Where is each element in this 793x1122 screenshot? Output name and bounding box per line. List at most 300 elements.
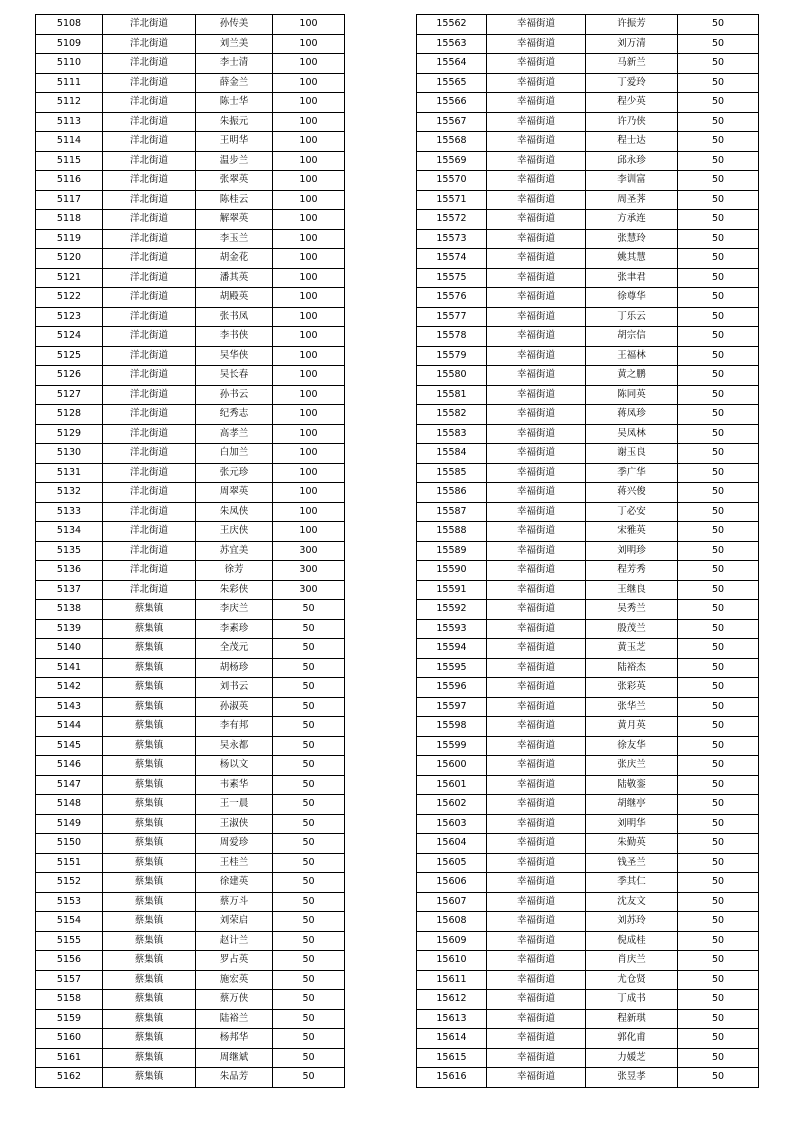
cell-id: 5146 <box>36 756 103 776</box>
cell-id: 15609 <box>417 931 487 951</box>
cell-id: 5141 <box>36 658 103 678</box>
cell-area: 洋北街道 <box>103 327 196 347</box>
cell-name: 蔡万侠 <box>196 990 273 1010</box>
cell-area: 幸福街道 <box>487 502 586 522</box>
cell-name: 薛金兰 <box>196 73 273 93</box>
cell-area: 洋北街道 <box>103 112 196 132</box>
cell-id: 5140 <box>36 639 103 659</box>
cell-id: 15616 <box>417 1068 487 1088</box>
cell-name: 胡殿英 <box>196 288 273 308</box>
table-row <box>417 327 759 347</box>
cell-name: 朱凤侠 <box>196 502 273 522</box>
table-row <box>36 522 345 542</box>
cell-id: 15566 <box>417 93 487 113</box>
table-row <box>36 541 345 561</box>
cell-id: 5149 <box>36 814 103 834</box>
cell-name: 苏宜美 <box>196 541 273 561</box>
cell-area: 幸福街道 <box>487 424 586 444</box>
cell-name: 程新琪 <box>586 1009 678 1029</box>
cell-name: 马新兰 <box>586 54 678 74</box>
cell-name: 季其仁 <box>586 873 678 893</box>
cell-amount: 50 <box>678 346 759 366</box>
cell-id: 15600 <box>417 756 487 776</box>
cell-name: 朱振元 <box>196 112 273 132</box>
cell-amount: 100 <box>273 15 345 35</box>
cell-name: 吴长春 <box>196 366 273 386</box>
table-row <box>36 853 345 873</box>
table-row <box>417 795 759 815</box>
cell-area: 洋北街道 <box>103 424 196 444</box>
table-row <box>36 190 345 210</box>
cell-amount: 100 <box>273 229 345 249</box>
cell-amount: 50 <box>678 931 759 951</box>
cell-id: 5134 <box>36 522 103 542</box>
cell-area: 幸福街道 <box>487 561 586 581</box>
table-row <box>417 288 759 308</box>
cell-name: 陆敬銮 <box>586 775 678 795</box>
cell-id: 15564 <box>417 54 487 74</box>
table-row <box>417 580 759 600</box>
cell-amount: 50 <box>273 990 345 1010</box>
table-row <box>36 210 345 230</box>
table-row <box>36 600 345 620</box>
cell-area: 幸福街道 <box>487 54 586 74</box>
cell-name: 杨邦华 <box>196 1029 273 1049</box>
cell-amount: 50 <box>273 600 345 620</box>
cell-amount: 100 <box>273 249 345 269</box>
cell-name: 丁爱玲 <box>586 73 678 93</box>
cell-id: 5129 <box>36 424 103 444</box>
table-row <box>417 931 759 951</box>
cell-id: 15606 <box>417 873 487 893</box>
cell-amount: 100 <box>273 132 345 152</box>
cell-id: 15565 <box>417 73 487 93</box>
cell-area: 幸福街道 <box>487 346 586 366</box>
cell-id: 15594 <box>417 639 487 659</box>
cell-area: 洋北街道 <box>103 483 196 503</box>
cell-amount: 50 <box>273 619 345 639</box>
cell-id: 15578 <box>417 327 487 347</box>
cell-amount: 50 <box>678 424 759 444</box>
cell-area: 蔡集镇 <box>103 775 196 795</box>
cell-area: 幸福街道 <box>487 541 586 561</box>
cell-amount: 50 <box>678 678 759 698</box>
cell-area: 幸福街道 <box>487 639 586 659</box>
cell-id: 15598 <box>417 717 487 737</box>
cell-name: 陈同英 <box>586 385 678 405</box>
cell-amount: 100 <box>273 463 345 483</box>
table-row <box>417 15 759 35</box>
cell-amount: 50 <box>273 912 345 932</box>
cell-area: 幸福街道 <box>487 73 586 93</box>
cell-area: 洋北街道 <box>103 54 196 74</box>
table-row <box>36 892 345 912</box>
table-row <box>417 951 759 971</box>
cell-area: 洋北街道 <box>103 385 196 405</box>
cell-id: 5113 <box>36 112 103 132</box>
cell-area: 幸福街道 <box>487 307 586 327</box>
table-row <box>36 132 345 152</box>
cell-id: 15599 <box>417 736 487 756</box>
cell-amount: 50 <box>273 756 345 776</box>
cell-area: 洋北街道 <box>103 561 196 581</box>
cell-id: 15603 <box>417 814 487 834</box>
cell-name: 刘明华 <box>586 814 678 834</box>
table-row <box>417 912 759 932</box>
table-row <box>417 834 759 854</box>
cell-area: 洋北街道 <box>103 288 196 308</box>
cell-area: 蔡集镇 <box>103 853 196 873</box>
cell-amount: 50 <box>678 834 759 854</box>
table-row <box>36 385 345 405</box>
cell-name: 季广华 <box>586 463 678 483</box>
table-row <box>417 736 759 756</box>
cell-id: 15601 <box>417 775 487 795</box>
cell-name: 陈桂云 <box>196 190 273 210</box>
table-row <box>36 327 345 347</box>
cell-id: 15562 <box>417 15 487 35</box>
cell-area: 洋北街道 <box>103 366 196 386</box>
cell-name: 张昱孝 <box>586 1068 678 1088</box>
cell-id: 5122 <box>36 288 103 308</box>
table-row <box>417 502 759 522</box>
table-row <box>36 1029 345 1049</box>
table-row <box>36 463 345 483</box>
table-row <box>417 249 759 269</box>
table-row <box>36 1068 345 1088</box>
cell-amount: 50 <box>678 1009 759 1029</box>
table-row <box>417 268 759 288</box>
cell-area: 洋北街道 <box>103 580 196 600</box>
cell-id: 15572 <box>417 210 487 230</box>
cell-amount: 50 <box>678 795 759 815</box>
table-row <box>36 171 345 191</box>
cell-area: 蔡集镇 <box>103 1009 196 1029</box>
table-row <box>36 970 345 990</box>
cell-area: 幸福街道 <box>487 34 586 54</box>
cell-name: 王淑侠 <box>196 814 273 834</box>
cell-area: 蔡集镇 <box>103 892 196 912</box>
cell-amount: 50 <box>678 697 759 717</box>
table-row <box>36 346 345 366</box>
cell-amount: 100 <box>273 190 345 210</box>
cell-amount: 100 <box>273 307 345 327</box>
cell-id: 15569 <box>417 151 487 171</box>
table-row <box>417 385 759 405</box>
cell-name: 尤仓贤 <box>586 970 678 990</box>
cell-amount: 300 <box>273 561 345 581</box>
cell-name: 陆裕兰 <box>196 1009 273 1029</box>
cell-name: 张彩英 <box>586 678 678 698</box>
cell-amount: 300 <box>273 541 345 561</box>
cell-area: 幸福街道 <box>487 912 586 932</box>
cell-amount: 50 <box>678 736 759 756</box>
cell-area: 幸福街道 <box>487 522 586 542</box>
cell-area: 幸福街道 <box>487 580 586 600</box>
cell-name: 陈士华 <box>196 93 273 113</box>
cell-amount: 100 <box>273 73 345 93</box>
cell-name: 王庆侠 <box>196 522 273 542</box>
cell-name: 朱彩侠 <box>196 580 273 600</box>
cell-id: 5144 <box>36 717 103 737</box>
cell-id: 15608 <box>417 912 487 932</box>
table-row <box>36 658 345 678</box>
cell-id: 5139 <box>36 619 103 639</box>
cell-id: 5133 <box>36 502 103 522</box>
table-row <box>417 970 759 990</box>
cell-amount: 50 <box>273 853 345 873</box>
cell-id: 5109 <box>36 34 103 54</box>
cell-name: 蔡万斗 <box>196 892 273 912</box>
cell-name: 胡金花 <box>196 249 273 269</box>
cell-amount: 50 <box>273 639 345 659</box>
table-row <box>36 502 345 522</box>
table-row <box>36 639 345 659</box>
table-row <box>417 132 759 152</box>
cell-id: 15613 <box>417 1009 487 1029</box>
table-row <box>417 366 759 386</box>
cell-amount: 50 <box>678 73 759 93</box>
cell-id: 15614 <box>417 1029 487 1049</box>
cell-amount: 50 <box>273 931 345 951</box>
table-row <box>417 190 759 210</box>
table-row <box>36 366 345 386</box>
table-row <box>36 795 345 815</box>
table-row <box>417 34 759 54</box>
cell-id: 5137 <box>36 580 103 600</box>
cell-area: 幸福街道 <box>487 327 586 347</box>
cell-name: 沈友文 <box>586 892 678 912</box>
table-row <box>417 483 759 503</box>
table-row <box>36 268 345 288</box>
cell-area: 洋北街道 <box>103 15 196 35</box>
cell-area: 幸福街道 <box>487 190 586 210</box>
cell-area: 幸福街道 <box>487 775 586 795</box>
cell-name: 谢玉良 <box>586 444 678 464</box>
cell-amount: 50 <box>678 970 759 990</box>
cell-amount: 50 <box>678 1068 759 1088</box>
cell-name: 刘荣启 <box>196 912 273 932</box>
cell-area: 幸福街道 <box>487 1048 586 1068</box>
cell-id: 5148 <box>36 795 103 815</box>
table-row <box>36 1048 345 1068</box>
cell-name: 孙书云 <box>196 385 273 405</box>
cell-area: 蔡集镇 <box>103 970 196 990</box>
cell-id: 15584 <box>417 444 487 464</box>
cell-amount: 50 <box>678 327 759 347</box>
cell-area: 蔡集镇 <box>103 697 196 717</box>
cell-id: 5151 <box>36 853 103 873</box>
cell-area: 蔡集镇 <box>103 912 196 932</box>
cell-area: 幸福街道 <box>487 1029 586 1049</box>
right-table <box>416 14 759 1088</box>
cell-area: 洋北街道 <box>103 463 196 483</box>
table-row <box>417 54 759 74</box>
cell-area: 幸福街道 <box>487 892 586 912</box>
cell-amount: 50 <box>678 307 759 327</box>
cell-area: 幸福街道 <box>487 931 586 951</box>
cell-name: 殷茂兰 <box>586 619 678 639</box>
cell-amount: 50 <box>678 444 759 464</box>
cell-id: 5121 <box>36 268 103 288</box>
cell-id: 5132 <box>36 483 103 503</box>
cell-id: 5110 <box>36 54 103 74</box>
cell-amount: 50 <box>678 288 759 308</box>
cell-amount: 50 <box>678 190 759 210</box>
cell-id: 5155 <box>36 931 103 951</box>
table-row <box>36 93 345 113</box>
cell-area: 蔡集镇 <box>103 717 196 737</box>
cell-amount: 50 <box>678 541 759 561</box>
cell-id: 15615 <box>417 1048 487 1068</box>
cell-name: 徐尊华 <box>586 288 678 308</box>
cell-amount: 50 <box>678 210 759 230</box>
cell-area: 洋北街道 <box>103 502 196 522</box>
cell-name: 倪成桂 <box>586 931 678 951</box>
table-row <box>417 307 759 327</box>
cell-area: 幸福街道 <box>487 834 586 854</box>
cell-amount: 100 <box>273 210 345 230</box>
cell-name: 张庆兰 <box>586 756 678 776</box>
cell-id: 5153 <box>36 892 103 912</box>
table-row <box>417 346 759 366</box>
cell-area: 洋北街道 <box>103 93 196 113</box>
cell-id: 15593 <box>417 619 487 639</box>
cell-area: 蔡集镇 <box>103 951 196 971</box>
cell-amount: 50 <box>678 561 759 581</box>
table-row <box>417 678 759 698</box>
cell-area: 洋北街道 <box>103 268 196 288</box>
cell-amount: 50 <box>678 892 759 912</box>
cell-name: 力媛芝 <box>586 1048 678 1068</box>
cell-amount: 100 <box>273 112 345 132</box>
cell-name: 吴秀兰 <box>586 600 678 620</box>
cell-name: 高孝兰 <box>196 424 273 444</box>
cell-id: 15576 <box>417 288 487 308</box>
cell-amount: 100 <box>273 366 345 386</box>
cell-id: 5154 <box>36 912 103 932</box>
cell-area: 幸福街道 <box>487 112 586 132</box>
cell-id: 5136 <box>36 561 103 581</box>
table-row <box>417 1029 759 1049</box>
cell-amount: 50 <box>678 366 759 386</box>
cell-amount: 50 <box>678 873 759 893</box>
cell-name: 王福林 <box>586 346 678 366</box>
cell-amount: 50 <box>273 970 345 990</box>
cell-area: 蔡集镇 <box>103 834 196 854</box>
cell-name: 施宏英 <box>196 970 273 990</box>
cell-area: 蔡集镇 <box>103 1068 196 1088</box>
cell-name: 周继斌 <box>196 1048 273 1068</box>
cell-name: 程少英 <box>586 93 678 113</box>
cell-amount: 50 <box>273 892 345 912</box>
cell-name: 周爱珍 <box>196 834 273 854</box>
cell-name: 肖庆兰 <box>586 951 678 971</box>
cell-name: 王明华 <box>196 132 273 152</box>
cell-name: 韦素华 <box>196 775 273 795</box>
table-row <box>36 34 345 54</box>
cell-area: 幸福街道 <box>487 405 586 425</box>
cell-amount: 50 <box>273 678 345 698</box>
cell-area: 蔡集镇 <box>103 1029 196 1049</box>
table-row <box>417 756 759 776</box>
cell-amount: 50 <box>678 171 759 191</box>
cell-amount: 50 <box>678 502 759 522</box>
table-row <box>36 775 345 795</box>
cell-id: 5147 <box>36 775 103 795</box>
cell-amount: 50 <box>678 580 759 600</box>
cell-id: 5123 <box>36 307 103 327</box>
cell-area: 洋北街道 <box>103 171 196 191</box>
cell-name: 王一晨 <box>196 795 273 815</box>
cell-area: 幸福街道 <box>487 619 586 639</box>
cell-area: 幸福街道 <box>487 366 586 386</box>
cell-name: 胡杨珍 <box>196 658 273 678</box>
cell-id: 5142 <box>36 678 103 698</box>
table-row <box>417 1068 759 1088</box>
cell-amount: 50 <box>273 795 345 815</box>
table-row <box>36 151 345 171</box>
cell-name: 孙传美 <box>196 15 273 35</box>
cell-id: 15612 <box>417 990 487 1010</box>
table-row <box>417 541 759 561</box>
cell-id: 5130 <box>36 444 103 464</box>
cell-area: 幸福街道 <box>487 678 586 698</box>
cell-name: 周翠英 <box>196 483 273 503</box>
cell-name: 黄之鹏 <box>586 366 678 386</box>
table-row <box>36 756 345 776</box>
cell-id: 5152 <box>36 873 103 893</box>
cell-name: 杨以文 <box>196 756 273 776</box>
table-row <box>36 424 345 444</box>
cell-id: 5125 <box>36 346 103 366</box>
cell-amount: 50 <box>678 619 759 639</box>
cell-name: 张华兰 <box>586 697 678 717</box>
cell-amount: 50 <box>678 522 759 542</box>
cell-area: 蔡集镇 <box>103 1048 196 1068</box>
cell-amount: 50 <box>273 697 345 717</box>
cell-name: 王继良 <box>586 580 678 600</box>
cell-id: 15591 <box>417 580 487 600</box>
cell-id: 15585 <box>417 463 487 483</box>
cell-amount: 50 <box>678 600 759 620</box>
cell-id: 5150 <box>36 834 103 854</box>
table-row <box>36 951 345 971</box>
table-row <box>417 1009 759 1029</box>
cell-amount: 50 <box>678 1029 759 1049</box>
cell-id: 5124 <box>36 327 103 347</box>
table-row <box>36 873 345 893</box>
cell-amount: 50 <box>678 912 759 932</box>
cell-area: 蔡集镇 <box>103 600 196 620</box>
cell-amount: 50 <box>273 1068 345 1088</box>
cell-area: 幸福街道 <box>487 229 586 249</box>
cell-id: 15575 <box>417 268 487 288</box>
cell-amount: 50 <box>273 814 345 834</box>
cell-id: 15597 <box>417 697 487 717</box>
cell-name: 罗占英 <box>196 951 273 971</box>
cell-name: 白加兰 <box>196 444 273 464</box>
cell-name: 丁乐云 <box>586 307 678 327</box>
cell-amount: 50 <box>273 736 345 756</box>
left-table-body <box>36 15 345 1088</box>
cell-name: 宋雅英 <box>586 522 678 542</box>
cell-amount: 50 <box>678 15 759 35</box>
cell-name: 邱永珍 <box>586 151 678 171</box>
cell-area: 幸福街道 <box>487 1068 586 1088</box>
cell-area: 洋北街道 <box>103 210 196 230</box>
cell-amount: 100 <box>273 151 345 171</box>
